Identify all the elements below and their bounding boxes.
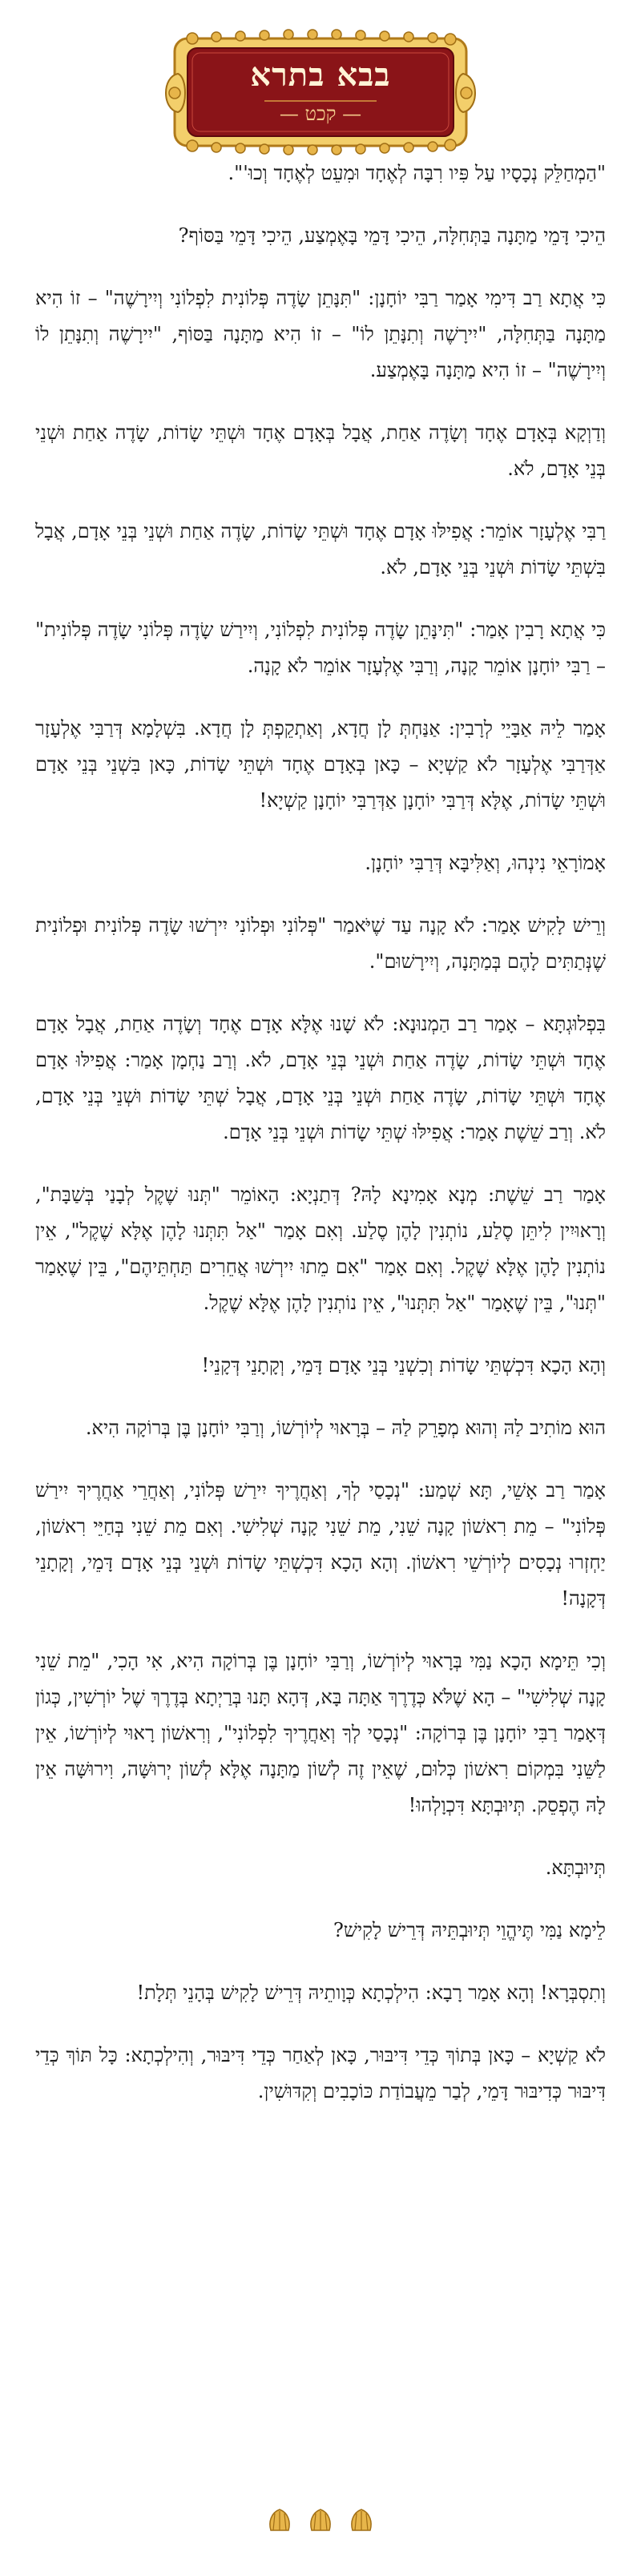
talmud-text	[35, 155, 606, 2136]
paragraph: וְהָא הָכָא דִּכְשְׁתֵּי שָׂדוֹת וְכִשְׁנֵי בְּנֵי אָדָם דָּמֵי, וְקָתָנֵי דְּקָנֵי!	[201, 1354, 606, 1377]
paragraph: רַבִּי אֶלְעָזָר אוֹמֵר: אֲפִילּוּ אָדָם אֶחָד וּשְׁתֵּי שָׂדוֹת, שָׂדֶה אַחַת וּשְׁנֵי בְּנֵי אָדָם, אֲבָל בִּשְׁתֵּי שָׂדוֹת וּשְׁנֵי בְּנֵי אָדָם, לֹא.	[35, 520, 606, 578]
paragraph: הוּא מוֹתִיב לַהּ וְהוּא מְפָרֵק לַהּ – בְּרָאוּי לְיוֹרְשׁוֹ, וְרַבִּי יוֹחָנָן בֶּן בְּרוֹקָה הִיא.	[85, 1417, 606, 1439]
paragraph: אָמַר רַב שֵׁשֶׁת: מְנָא אָמִינָא לָהּ? דְּתַנְיָא: הָאוֹמֵר "תְּנוּ שֶׁקֶל לְבָנַי בְּשַׁבָּת", וְרָאוּיִין לִיתֵּן סֶלַע, נוֹתְנִין לָהֶן סֶלַע. וְאִם אָמַר "אַל תִּתְּנוּ לָהֶן אֶלָּא שֶׁקֶל", אֵין נוֹתְנִין לָהֶן אֶלָּא שֶׁקֶל. וְאִם אָמַר "אִם מֵתוּ יִירְשׁוּ אֲחֵרִים תַּחְתֵּיהֶם", בֵּין שֶׁאָמַר "תְּנוּ", בֵּין שֶׁאָמַר "אַל תִּתְּנוּ", אֵין נוֹתְנִין לָהֶן אֶלָּא שֶׁקֶל.	[35, 1183, 606, 1314]
paragraph: וְדַוְקָא בְּאָדָם אֶחָד וְשָׂדֶה אַחַת, אֲבָל בְּאָדָם אֶחָד וּשְׁתֵּי שָׂדוֹת, שָׂדֶה אַחַת וּשְׁנֵי בְּנֵי אָדָם, לֹא.	[35, 421, 606, 480]
paragraph: לֹא קַשְׁיָא – כָּאן בְּתוֹךְ כְּדֵי דִּיבּוּר, כָּאן לְאַחַר כְּדֵי דִּיבּוּר, וְהִילְכְתָא: כָּל תּוֹךְ כְּדֵי דִּיבּוּר כְּדִיבּוּר דָּמֵי, לְבַר מֵעֲבוֹדַת כּוֹכָבִים וְקִדּוּשִׁין.	[35, 2044, 606, 2102]
paragraph: אָמַר לֵיהּ אַבָּיֵי לְרָבִין: אַנַּחְתְּ לָן חֲדָא, וְאַתְקֵפְתְּ לָן חֲדָא. בִּשְׁלָמָא דְּרַבִּי אֶלְעָזָר אַדְּרַבִּי אֶלְעָזָר לֹא קַשְׁיָא – כָּאן בְּאָדָם אֶחָד וּשְׁתֵּי שָׂדוֹת, כָּאן בִּשְׁנֵי בְּנֵי אָדָם וּשְׁתֵּי שָׂדוֹת, אֶלָּא דְּרַבִּי יוֹחָנָן אַדְּרַבִּי יוֹחָנָן קַשְׁיָא!	[35, 717, 606, 812]
paragraph: כִּי אֲתָא רָבִין אָמַר: "תִּינָּתֵן שָׂדֶה פְּלוֹנִית לִפְלוֹנִי, וְיִירַשׁ שָׂדֶה פְּלוֹנִי שָׂדֶה פְּלוֹנִית" – רַבִּי יוֹחָנָן אוֹמֵר קָנָה, וְרַבִּי אֶלְעָזָר אוֹמֵר לֹא קָנָה.	[35, 619, 606, 677]
title-banner	[160, 29, 481, 157]
shell-ornament-icon	[348, 2506, 375, 2537]
paragraph: כִּי אֲתָא רַב דִּימִי אָמַר רַבִּי יוֹחָנָן: "תִּנָּתֵן שָׂדֶה פְּלוֹנִית לִפְלוֹנִי וְיִירָשֶׁה" – זוֹ הִיא מַתָּנָה בַּתְּחִלָּה, "יִירָשֶׁה וְתִנָּתֵן לוֹ" – זוֹ הִיא מַתָּנָה בַּסּוֹף, "יִירָשֶׁה וְתִנָּתֵן לוֹ וְיִירָשֶׁה" – זוֹ הִיא מַתָּנָה בָּאֶמְצַע.	[35, 287, 606, 381]
paragraph: וְרֵישׁ לָקִישׁ אָמַר: לֹא קָנָה עַד שֶׁיֹּאמַר "פְּלוֹנִי וּפְלוֹנִי יִירְשׁוּ שָׂדֶה פְּלוֹנִית וּפְלוֹנִית שֶׁנְּתַתִּים לָהֶם בְּמַתָּנָה, וְיִירָשׁוּם".	[35, 914, 606, 973]
shell-ornament-icon	[266, 2506, 293, 2537]
page-number: — קכט —	[279, 103, 362, 125]
paragraph: בִּפְלוּגְתָּא – אָמַר רַב הַמְנוּנָא: לֹא שָׁנוּ אֶלָּא אָדָם אֶחָד וְשָׂדֶה אַחַת, אֲבָל אָדָם אֶחָד וּשְׁתֵּי שָׂדוֹת, שָׂדֶה אַחַת וּשְׁנֵי בְּנֵי אָדָם, לֹא. וְרַב נַחְמָן אָמַר: אֲפִילּוּ אָדָם אֶחָד וּשְׁתֵּי שָׂדוֹת, שָׂדֶה אַחַת וּשְׁנֵי בְּנֵי אָדָם, אֲבָל שְׁתֵּי שָׂדוֹת וּשְׁנֵי בְּנֵי אָדָם, לֹא. וְרַב שֵׁשֶׁת אָמַר: אֲפִילּוּ שְׁתֵּי שָׂדוֹת וּשְׁנֵי בְּנֵי אָדָם.	[35, 1013, 606, 1143]
paragraph: "הַמְחַלֵּק נְכָסָיו עַל פִּיו רִבָּה לְאֶחָד וּמִעֵט לְאֶחָד וְכוּ'".	[228, 162, 606, 184]
page-title: בבא בתרא	[250, 56, 391, 94]
paragraph: וְתִסְבְּרָא! וְהָא אָמַר רָבָא: הִילְכְתָא כְּוָותֵיהּ דְּרֵישׁ לָקִישׁ בְּהָנֵי תְּלָת!	[136, 1981, 606, 2004]
shell-ornament-icon	[307, 2506, 334, 2537]
paragraph: לֵימָא נַמִּי תֶּיהֱוֵי תְּיוּבְתֵּיהּ דְּרֵישׁ לָקִישׁ?	[333, 1919, 606, 1941]
paragraph: אָמַר רַב אָשֵׁי, תָּא שְׁמַע: "נְכָסַי לְךָ, וְאַחֲרֶיךָ יִירַשׁ פְּלוֹנִי, וְאַחֲרֵי אַחֲרֶיךָ יִירַשׁ פְּלוֹנִי" – מֵת רִאשׁוֹן קָנָה שֵׁנִי, מֵת שֵׁנִי קָנָה שְׁלִישִׁי. וְאִם מֵת שֵׁנִי בְּחַיֵּי רִאשׁוֹן, יַחְזְרוּ נְכָסִים לְיוֹרְשֵׁי רִאשׁוֹן. וְהָא הָכָא דִּכְשְׁתֵּי שָׂדוֹת וּשְׁנֵי בְּנֵי אָדָם דָּמֵי, וְקָתָנֵי דְּקָנָה!	[35, 1479, 606, 1610]
paragraph: תְּיוּבְתָּא.	[545, 1856, 606, 1879]
paragraph: וְכִי תֵּימָא הָכָא נַמִּי בְּרָאוּי לְיוֹרְשׁוֹ, וְרַבִּי יוֹחָנָן בֶּן בְּרוֹקָה הִיא, אִי הָכִי, "מֵת שֵׁנִי קָנָה שְׁלִישִׁי" – הָא שֶׁלֹּא כְּדֶרֶךְ אַתָּה בָּא, דְּהָא תָּנוּ בְּרַיְתָא בְּדֶרֶךְ שֶׁל יוֹרְשִׁין, כְּגוֹן דְּאָמַר רַבִּי יוֹחָנָן בֶּן בְּרוֹקָה: "נְכָסַי לְךָ וְאַחֲרֶיךָ לִפְלוֹנִי", וְרִאשׁוֹן רָאוּי לְיוֹרְשׁוֹ, אֵין לַשֵּׁנִי בִּמְקוֹם רִאשׁוֹן כְּלוּם, שֶׁאֵין זֶה לְשׁוֹן מַתָּנָה אֶלָּא לְשׁוֹן יְרוּשָּׁה, וִירוּשָּׁה אֵין לָהּ הֶפְסֵק. תְּיוּבְתָּא דִּכְוָלְהוּ!	[35, 1650, 606, 1816]
end-ornament	[0, 2506, 641, 2537]
paragraph: אָמוֹרָאֵי נִינְהוּ, וְאַלִּיבָּא דְּרַבִּי יוֹחָנָן.	[365, 852, 606, 874]
paragraph: הֵיכִי דָּמֵי מַתָּנָה בַּתְּחִלָּה, הֵיכִי דָּמֵי בָּאֶמְצַע, הֵיכִי דָּמֵי בַּסּוֹף?	[178, 224, 606, 247]
